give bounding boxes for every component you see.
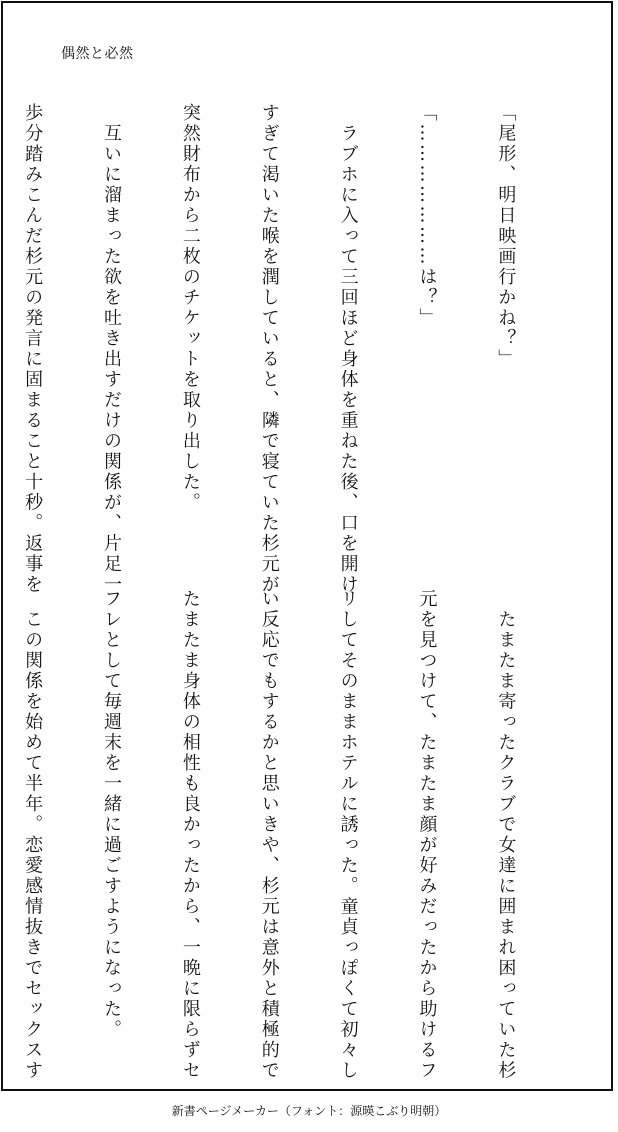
page-footer: 新書ページメーカー（フォント：源暎こぶり明朝） bbox=[171, 1104, 447, 1118]
text-line: い反応でもするかと思いきや、杉元は意外と積極的で bbox=[258, 589, 280, 1081]
text-column-top bbox=[22, 103, 571, 595]
page-frame bbox=[1, 1, 613, 1091]
text-line: すぎて渇いた喉を潤していると、隣で寝ていた杉元が bbox=[258, 103, 280, 595]
text-line: ラブホに入って三回ほど身体を重ねた後、口を開け bbox=[337, 103, 359, 595]
text-line: 元を見つけて、たまたま顔が好みだったから助けるフ bbox=[416, 589, 438, 1081]
text-line: リしてそのままホテルに誘った。童貞っぽくて初々し bbox=[337, 589, 359, 1081]
text-line: たまたま寄ったクラブで女達に囲まれ困っていた杉 bbox=[495, 589, 517, 1081]
text-line: 互いに溜まった欲を吐き出すだけの関係が、片足一 bbox=[100, 103, 122, 595]
text-line: たまたま身体の相性も良かったから、一晩に限らずセ bbox=[179, 589, 201, 1081]
text-line: 突然財布から二枚のチケットを取り出した。 bbox=[179, 103, 201, 513]
text-column-bottom bbox=[22, 589, 571, 1081]
text-line: この関係を始めて半年。恋愛感情抜きでセックスす bbox=[22, 589, 44, 1081]
chapter-title: 偶然と必然 bbox=[61, 46, 134, 62]
text-line: 「尾形、明日映画行かね？」 bbox=[495, 103, 517, 370]
text-line: 「…………………は？」 bbox=[416, 103, 438, 329]
text-line: 歩分踏みこんだ杉元の発言に固まること十秒。返事を bbox=[22, 103, 44, 595]
text-line: フレとして毎週末を一緒に過ごすようになった。 bbox=[100, 589, 122, 1040]
